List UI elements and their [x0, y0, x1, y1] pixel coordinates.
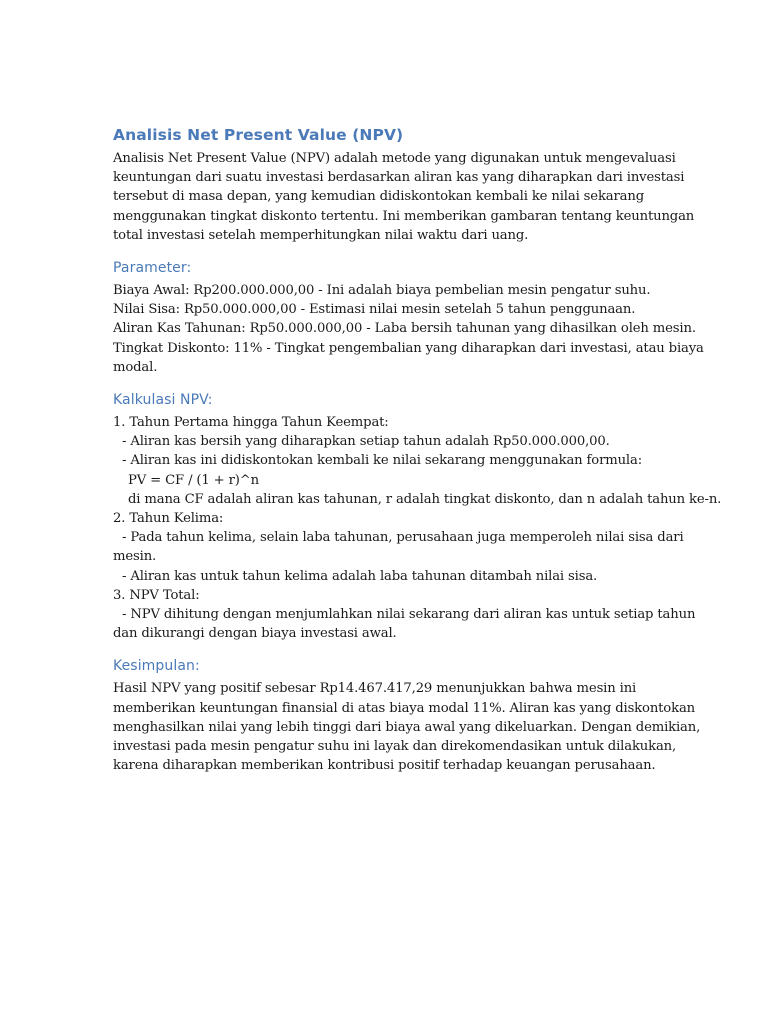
kalkulasi-bullet: - NPV dihitung dengan menjumlahkan nilai sekarang dari aliran kas untuk setiap tahun [122, 607, 696, 623]
parameter-line-biaya-awal: Biaya Awal: Rp200.000.000,00 - Ini adalah biaya pembelian mesin pengatur suhu. [113, 283, 651, 299]
kalkulasi-heading: Kalkulasi NPV: [113, 392, 213, 409]
intro-line: keuntungan dari suatu investasi berdasarkan aliran kas yang diharapkan dari investasi [113, 170, 685, 186]
kalkulasi-formula-note: di mana CF adalah aliran kas tahunan, r adalah tingkat diskonto, dan n adalah tahun ke-n. [128, 491, 722, 507]
kalkulasi-continuation: dan dikurangi dengan biaya investasi awal. [113, 626, 397, 642]
intro-line: Analisis Net Present Value (NPV) adalah metode yang digunakan untuk mengevaluasi [113, 151, 676, 166]
kesimpulan-line: Hasil NPV yang positif sebesar Rp14.467.417,29 menunjukkan bahwa mesin ini [113, 681, 637, 697]
kalkulasi-bullet: - Pada tahun kelima, selain laba tahunan, perusahaan juga memperoleh nilai sisa dari [122, 530, 684, 546]
parameter-line-aliran-kas: Aliran Kas Tahunan: Rp50.000.000,00 - Laba bersih tahunan yang dihasilkan oleh mesin. [113, 321, 696, 337]
kalkulasi-bullet: - Aliran kas ini didiskontokan kembali ke nilai sekarang menggunakan formula: [122, 453, 642, 469]
intro-line: total investasi setelah memperhitungkan nilai waktu dari uang. [113, 227, 529, 243]
kesimpulan-line: investasi pada mesin pengatur suhu ini layak dan direkomendasikan untuk dilakukan, [113, 739, 677, 755]
kalkulasi-bullet: - Aliran kas bersih yang diharapkan setiap tahun adalah Rp50.000.000,00. [122, 434, 610, 450]
intro-paragraph [113, 149, 695, 245]
parameter-line-tingkat-diskonto: Tingkat Diskonto: 11% - Tingkat pengembalian yang diharapkan dari investasi, atau biaya [113, 340, 704, 356]
parameter-heading: Parameter: [113, 260, 192, 277]
kalkulasi-step: 2. Tahun Kelima: [113, 511, 224, 527]
intro-line: tersebut di masa depan, yang kemudian didiskontokan kembali ke nilai sekarang [113, 189, 644, 205]
parameter-section [113, 281, 704, 377]
parameter-line-nilai-sisa: Nilai Sisa: Rp50.000.000,00 - Estimasi nilai mesin setelah 5 tahun penggunaan. [113, 302, 636, 318]
document-page [113, 124, 722, 775]
kesimpulan-section [113, 679, 701, 775]
kalkulasi-section [113, 413, 722, 643]
kesimpulan-line: menghasilkan nilai yang lebih tinggi dari biaya awal yang dikeluarkan. Dengan demikian, [113, 719, 701, 735]
kesimpulan-line: karena diharapkan memberikan kontribusi positif terhadap keuangan perusahaan. [113, 758, 656, 774]
document-title: Analisis Net Present Value (NPV) [113, 126, 404, 144]
kalkulasi-continuation: mesin. [113, 549, 157, 565]
kesimpulan-line: memberikan keuntungan finansial di atas biaya modal 11%. Aliran kas yang diskontokan [113, 700, 695, 716]
kalkulasi-step: 3. NPV Total: [113, 587, 200, 603]
kalkulasi-bullet: - Aliran kas untuk tahun kelima adalah laba tahunan ditambah nilai sisa. [122, 568, 598, 584]
kesimpulan-heading: Kesimpulan: [113, 658, 200, 675]
kalkulasi-step: 1. Tahun Pertama hingga Tahun Keempat: [113, 415, 389, 431]
kalkulasi-formula: PV = CF / (1 + r)^n [128, 472, 260, 488]
intro-line: menggunakan tingkat diskonto tertentu. Ini memberikan gambaran tentang keuntungan [113, 208, 695, 224]
parameter-line-continuation: modal. [113, 359, 158, 375]
